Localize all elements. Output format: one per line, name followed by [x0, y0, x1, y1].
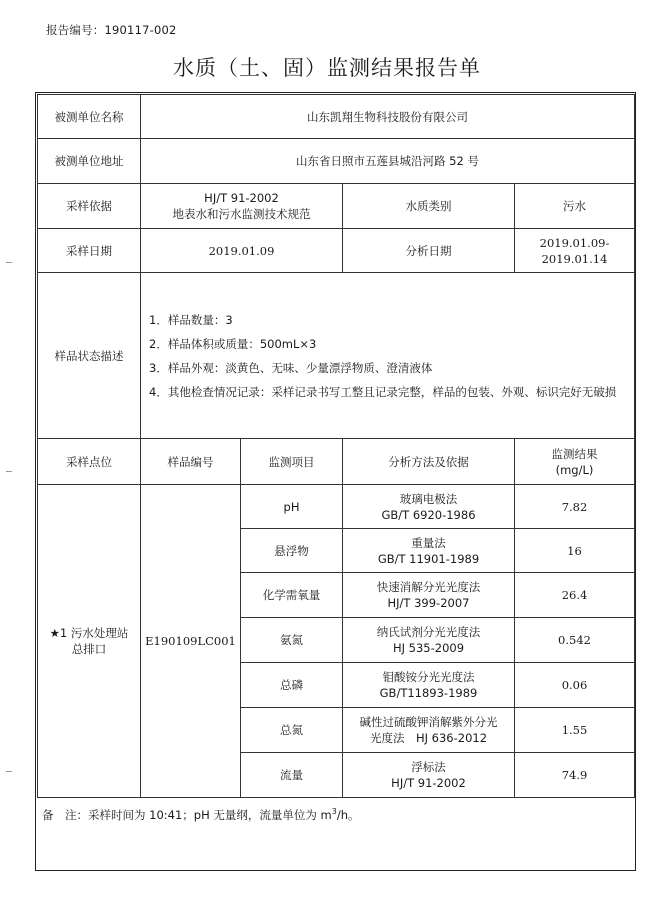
header-analysis-method: 分析方法及依据: [343, 439, 515, 485]
scan-edge-mark: [6, 262, 12, 263]
water-type-label: 水质类别: [343, 184, 515, 229]
method-standard: 光度法 HJ 636-2012: [369, 731, 488, 745]
method-name: 钼酸铵分光光度法: [382, 670, 475, 684]
method-standard: HJ 535-2009: [392, 641, 465, 655]
method-cell: [343, 618, 515, 663]
method-standard: HJ/T 91-2002: [391, 776, 466, 790]
footnote: [42, 807, 360, 823]
header-monitoring-item: 监测项目: [241, 439, 343, 485]
analysis-date-label: 分析日期: [343, 229, 515, 273]
basis-value-line2: 地表水和污水监测技术规范: [172, 207, 311, 221]
header-sample-point: 采样点位: [38, 439, 141, 485]
sample-date-value: 2019.01.09: [141, 229, 343, 273]
header-result-unit: (mg/L): [555, 462, 594, 477]
method-cell: [343, 663, 515, 708]
result-value-cell: 1.55: [515, 708, 635, 753]
sample-state-description: [141, 273, 635, 439]
method-standard: GB/T 11901-1989: [377, 551, 480, 566]
address-row: [38, 139, 635, 184]
method-cell: [343, 485, 515, 529]
scan-edge-mark: [6, 471, 12, 472]
result-value-cell: 74.9: [515, 753, 635, 798]
method-name: 玻璃电极法: [399, 491, 458, 506]
item-cell: 化学需氧量: [241, 573, 343, 618]
unit-label: 被测单位名称: [38, 95, 141, 139]
result-value-cell: 26.4: [515, 573, 635, 618]
dates-row: [38, 229, 635, 273]
sample-state-item: 1．样品数量：3: [149, 312, 233, 327]
basis-row: [38, 184, 635, 229]
method-name: 碱性过硫酸钾消解紫外分光: [359, 715, 498, 729]
unit-value: 山东凯翔生物科技股份有限公司: [141, 95, 635, 139]
item-cell: 总磷: [241, 663, 343, 708]
header-result: [515, 439, 635, 485]
method-standard: HJ/T 399-2007: [387, 596, 470, 610]
method-cell: [343, 708, 515, 753]
result-value-cell: 0.542: [515, 618, 635, 663]
method-name: 纳氏试剂分光光度法: [376, 625, 481, 639]
analysis-date-value: 2019.01.09-2019.01.14: [515, 229, 635, 273]
method-cell: [343, 573, 515, 618]
header-result-line1: 监测结果: [551, 446, 598, 461]
water-type-value: 污水: [515, 184, 635, 229]
sample-date-label: 采样日期: [38, 229, 141, 273]
sample-point-line1: ★1 污水处理站: [49, 626, 129, 640]
sample-state-item: 2．样品体积或质量：500mL×3: [149, 336, 317, 351]
item-cell: 流量: [241, 753, 343, 798]
results-header-row: [38, 439, 635, 485]
footnote-suffix: /h。: [336, 808, 360, 822]
method-standard: GB/T11893-1989: [379, 686, 478, 700]
sample-state-row: [38, 273, 635, 439]
result-value-cell: 16: [515, 529, 635, 573]
footnote-text: 备 注：采样时间为 10:41；pH 无量纲，流量单位为 m: [42, 808, 332, 822]
sample-state-item: 3．样品外观：淡黄色、无味、少量漂浮物质、澄清液体: [149, 360, 433, 375]
footnote-superscript: 3: [331, 807, 337, 817]
report-table: [37, 94, 635, 798]
sample-number-cell: E190109LC001: [141, 485, 241, 798]
address-label: 被测单位地址: [38, 139, 141, 184]
method-name: 重量法: [411, 535, 446, 550]
sample-state-label: 样品状态描述: [38, 273, 141, 439]
report-number: 报告编号：190117-002: [46, 23, 177, 37]
unit-row: [38, 95, 635, 139]
result-value-cell: 0.06: [515, 663, 635, 708]
address-value: 山东省日照市五莲县城沿河路 52 号: [141, 139, 635, 184]
result-value-cell: 7.82: [515, 485, 635, 529]
item-cell: 氨氮: [241, 618, 343, 663]
item-cell: 悬浮物: [241, 529, 343, 573]
method-name: 快速消解分光光度法: [376, 580, 481, 594]
item-cell: 总氮: [241, 708, 343, 753]
header-sample-number: 样品编号: [141, 439, 241, 485]
basis-label: 采样依据: [38, 184, 141, 229]
sample-state-item: 4．其他检查情况记录：采样记录书写工整且记录完整，样品的包装、外观、标识完好无破损: [149, 384, 617, 399]
method-cell: [343, 753, 515, 798]
method-name: 浮标法: [411, 760, 446, 774]
report-title: 水质（土、固）监测结果报告单: [173, 56, 481, 80]
scan-edge-mark: [6, 771, 12, 772]
basis-value: [141, 184, 343, 229]
item-cell: pH: [241, 485, 343, 529]
result-row: [38, 485, 635, 529]
sample-point-cell: [38, 485, 141, 798]
method-cell: [343, 529, 515, 573]
sample-point-line2: 总排口: [71, 642, 107, 656]
basis-value-line1: HJ/T 91-2002: [204, 191, 279, 205]
method-standard: GB/T 6920-1986: [381, 507, 476, 522]
